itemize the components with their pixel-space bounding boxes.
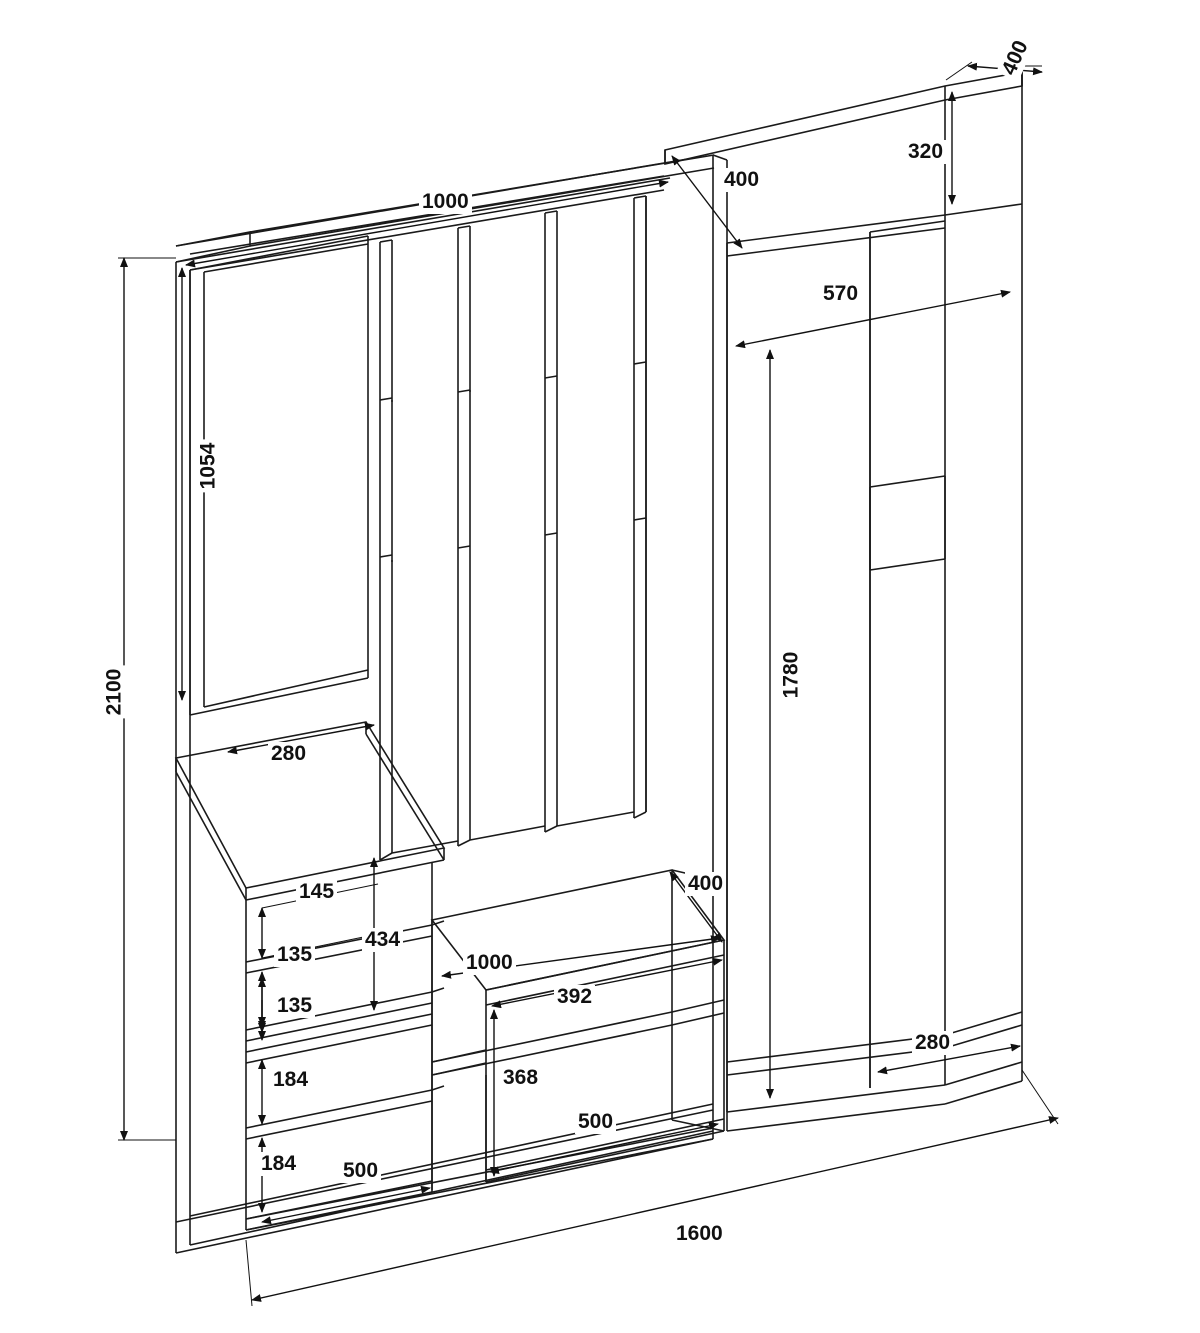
dim-bench-bottom-width: 500 [575,1110,616,1134]
dim-overall-height: 2100 [102,666,126,719]
dim-drawer-3-height: 135 [274,994,315,1018]
dim-drawer-4-height: 184 [270,1068,311,1092]
dim-drawer-5-height: 184 [258,1152,299,1176]
dim-bench-width: 1000 [463,951,516,975]
dim-wardrobe-base-depth: 280 [912,1031,953,1055]
dim-mirror-height: 1054 [196,440,220,493]
dim-drawer-2-height: 135 [274,943,315,967]
dim-drawer-1-height: 145 [296,880,337,904]
dim-bench-depth: 400 [685,872,726,896]
dim-depth-top-right: 400 [996,34,1035,81]
dim-cabinet-top-depth: 280 [268,742,309,766]
dim-left-top-width: 1000 [419,190,472,214]
dim-top-shelf-depth: 400 [721,168,762,192]
dim-cabinet-bottom-width: 500 [340,1159,381,1183]
dim-bench-inner-width: 392 [554,985,595,1009]
dim-drawer-group-height: 434 [362,928,403,952]
dim-top-panel-height: 320 [905,140,946,164]
dim-wardrobe-height: 1780 [779,649,803,702]
dim-wardrobe-rod-width: 570 [820,282,861,306]
dim-bench-height: 368 [500,1066,541,1090]
dim-overall-width: 1600 [673,1222,726,1246]
